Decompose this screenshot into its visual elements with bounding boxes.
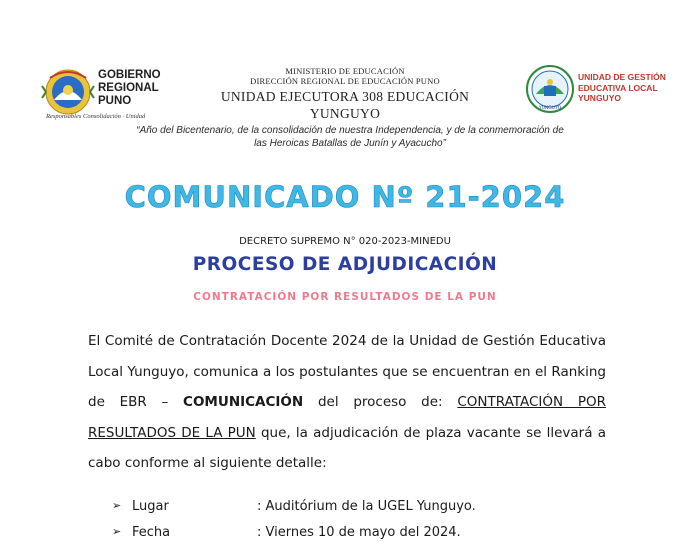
detail-label: Lugar (132, 499, 169, 514)
decree-reference: DECRETO SUPREMO N° 020-2023-MINEDU (239, 236, 451, 247)
ministry-name: MINISTERIO DE EDUCACIÓN (285, 66, 405, 76)
detail-value: : Viernes 10 de mayo del 2024. (257, 525, 461, 540)
header-institution (190, 66, 500, 122)
executing-unit: UNIDAD EJECUTORA 308 EDUCACIÓN YUNGUYO (220, 89, 470, 121)
regional-direction: DIRECCIÓN REGIONAL DE EDUCACIÓN PUNO (250, 76, 440, 86)
gobierno-regional-puno-text: GOBIERNO REGIONAL PUNO (98, 69, 161, 107)
ugel-logo-caption: YUNGUYO (538, 106, 562, 111)
gobierno-regional-puno-logo (40, 66, 96, 118)
detail-label: Fecha (132, 525, 171, 540)
detail-value: : Auditórium de la UGEL Yunguyo. (257, 499, 476, 514)
ugel-yunguyo-text: UNIDAD DE GESTIÓN EDUCATIVA LOCAL YUNGUYO (578, 72, 666, 103)
detail-item-lugar (112, 499, 612, 519)
page-title: COMUNICADO Nº 21-2024 (124, 180, 566, 214)
course-name: COMUNICACIÓN (183, 394, 304, 410)
arrow-bullet-icon: ➢ (112, 499, 122, 512)
process-title: PROCESO DE ADJUDICACIÓN (192, 254, 498, 275)
detail-item-fecha (112, 525, 612, 545)
arrow-bullet-icon: ➢ (112, 525, 122, 538)
ugel-yunguyo-logo (525, 64, 575, 114)
process-subtitle: CONTRATACIÓN POR RESULTADOS DE LA PUN (193, 291, 497, 303)
left-motto: Responsables Consolidación · Unidad (46, 113, 146, 120)
announcement-body: El Comité de Contratación Docente 2024 de la Unidad de Gestión Educativa Local Yunguyo, comunica a los postulantes que se encuentran en el Ranking de EBR – COMUNICACIÓN del proceso de: CONTRATACIÓN POR RESULTADOS DE LA PUN que, la adjudicación de plaza vacante se llevará a cabo conforme al siguiente detalle: (88, 333, 606, 471)
year-motto: “Año del Bicentenario, de la consolidación de nuestra Independencia, y de la conmemoración de las Heroicas Batallas de Junín y Ayacucho” (136, 125, 564, 149)
process-name-underlined: CONTRATACIÓN POR RESULTADOS DE LA PUN (88, 394, 606, 441)
